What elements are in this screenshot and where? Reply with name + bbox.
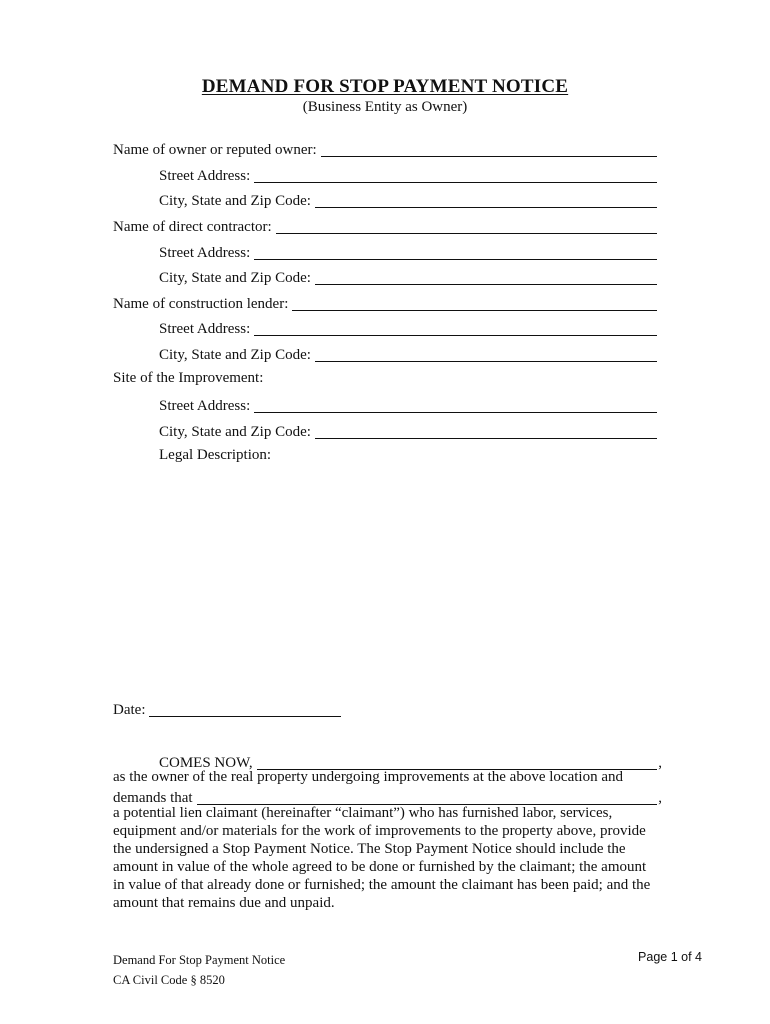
owner-name-field — [113, 139, 657, 159]
date-field — [113, 699, 341, 719]
lender-city-field — [159, 344, 657, 364]
owner-entity-input-line[interactable] — [257, 755, 658, 770]
site-heading: Site of the Improvement: — [113, 370, 264, 386]
body-line-5: the undersigned a Stop Payment Notice. The Stop Payment Notice should include the — [113, 841, 626, 857]
lender-name-input-line[interactable] — [292, 296, 657, 311]
legal-description-label: Legal Description: — [159, 447, 272, 463]
site-city-input-line[interactable] — [315, 424, 657, 439]
owner-name-label: Name of owner or reputed owner: — [113, 142, 317, 158]
owner-name-input-line[interactable] — [321, 142, 657, 157]
site-street-input-line[interactable] — [254, 398, 657, 413]
contractor-name-input-line[interactable] — [276, 219, 657, 234]
contractor-city-label: City, State and Zip Code: — [159, 270, 311, 286]
owner-street-field — [159, 165, 657, 185]
comes-now-comma: , — [658, 755, 662, 771]
contractor-city-field — [159, 267, 657, 287]
owner-street-input-line[interactable] — [254, 168, 657, 183]
body-line-4: equipment and/or materials for the work of improvements to the property above, provide — [113, 823, 646, 839]
site-city-label: City, State and Zip Code: — [159, 424, 311, 440]
comes-now-label: COMES NOW, — [159, 755, 253, 771]
owner-city-label: City, State and Zip Code: — [159, 193, 311, 209]
body-line-6: amount in value of the whole agreed to be done or furnished by the claimant; the amount — [113, 859, 647, 875]
site-street-label: Street Address: — [159, 398, 251, 414]
lender-street-field — [159, 318, 657, 338]
date-label: Date: — [113, 702, 146, 718]
contractor-name-label: Name of direct contractor: — [113, 219, 272, 235]
demands-that-label: demands that — [113, 790, 193, 806]
page-number: Page 1 of 4 — [638, 950, 702, 964]
lender-name-label: Name of construction lender: — [113, 296, 289, 312]
lender-city-label: City, State and Zip Code: — [159, 347, 311, 363]
body-line-8: amount that remains due and unpaid. — [113, 895, 335, 911]
owner-city-input-line[interactable] — [315, 193, 657, 208]
body-line-7: in value of that already done or furnished; the amount the claimant has been paid; and the — [113, 877, 651, 893]
site-city-field — [159, 421, 657, 441]
footer-document-name: Demand For Stop Payment Notice — [113, 953, 286, 967]
body-line-3: a potential lien claimant (hereinafter “claimant”) who has furnished labor, services, — [113, 805, 613, 821]
contractor-street-input-line[interactable] — [254, 245, 657, 260]
site-street-field — [159, 395, 657, 415]
date-input-line[interactable] — [149, 702, 341, 717]
owner-city-field — [159, 190, 657, 210]
claimant-input-line[interactable] — [197, 790, 658, 805]
lender-street-input-line[interactable] — [254, 321, 657, 336]
contractor-street-label: Street Address: — [159, 245, 251, 261]
demands-that-line — [113, 787, 662, 807]
contractor-street-field — [159, 242, 657, 262]
document-title: DEMAND FOR STOP PAYMENT NOTICE — [201, 76, 569, 97]
demands-that-comma: , — [658, 790, 662, 806]
document-subtitle: (Business Entity as Owner) — [302, 99, 468, 115]
lender-name-field — [113, 293, 657, 313]
owner-street-label: Street Address: — [159, 168, 251, 184]
lender-street-label: Street Address: — [159, 321, 251, 337]
contractor-city-input-line[interactable] — [315, 270, 657, 285]
footer-civil-code: CA Civil Code § 8520 — [113, 973, 225, 987]
footer-left — [113, 950, 285, 990]
lender-city-input-line[interactable] — [315, 347, 657, 362]
contractor-name-field — [113, 216, 657, 236]
body-line-1: as the owner of the real property undergoing improvements at the above location and — [113, 769, 623, 785]
